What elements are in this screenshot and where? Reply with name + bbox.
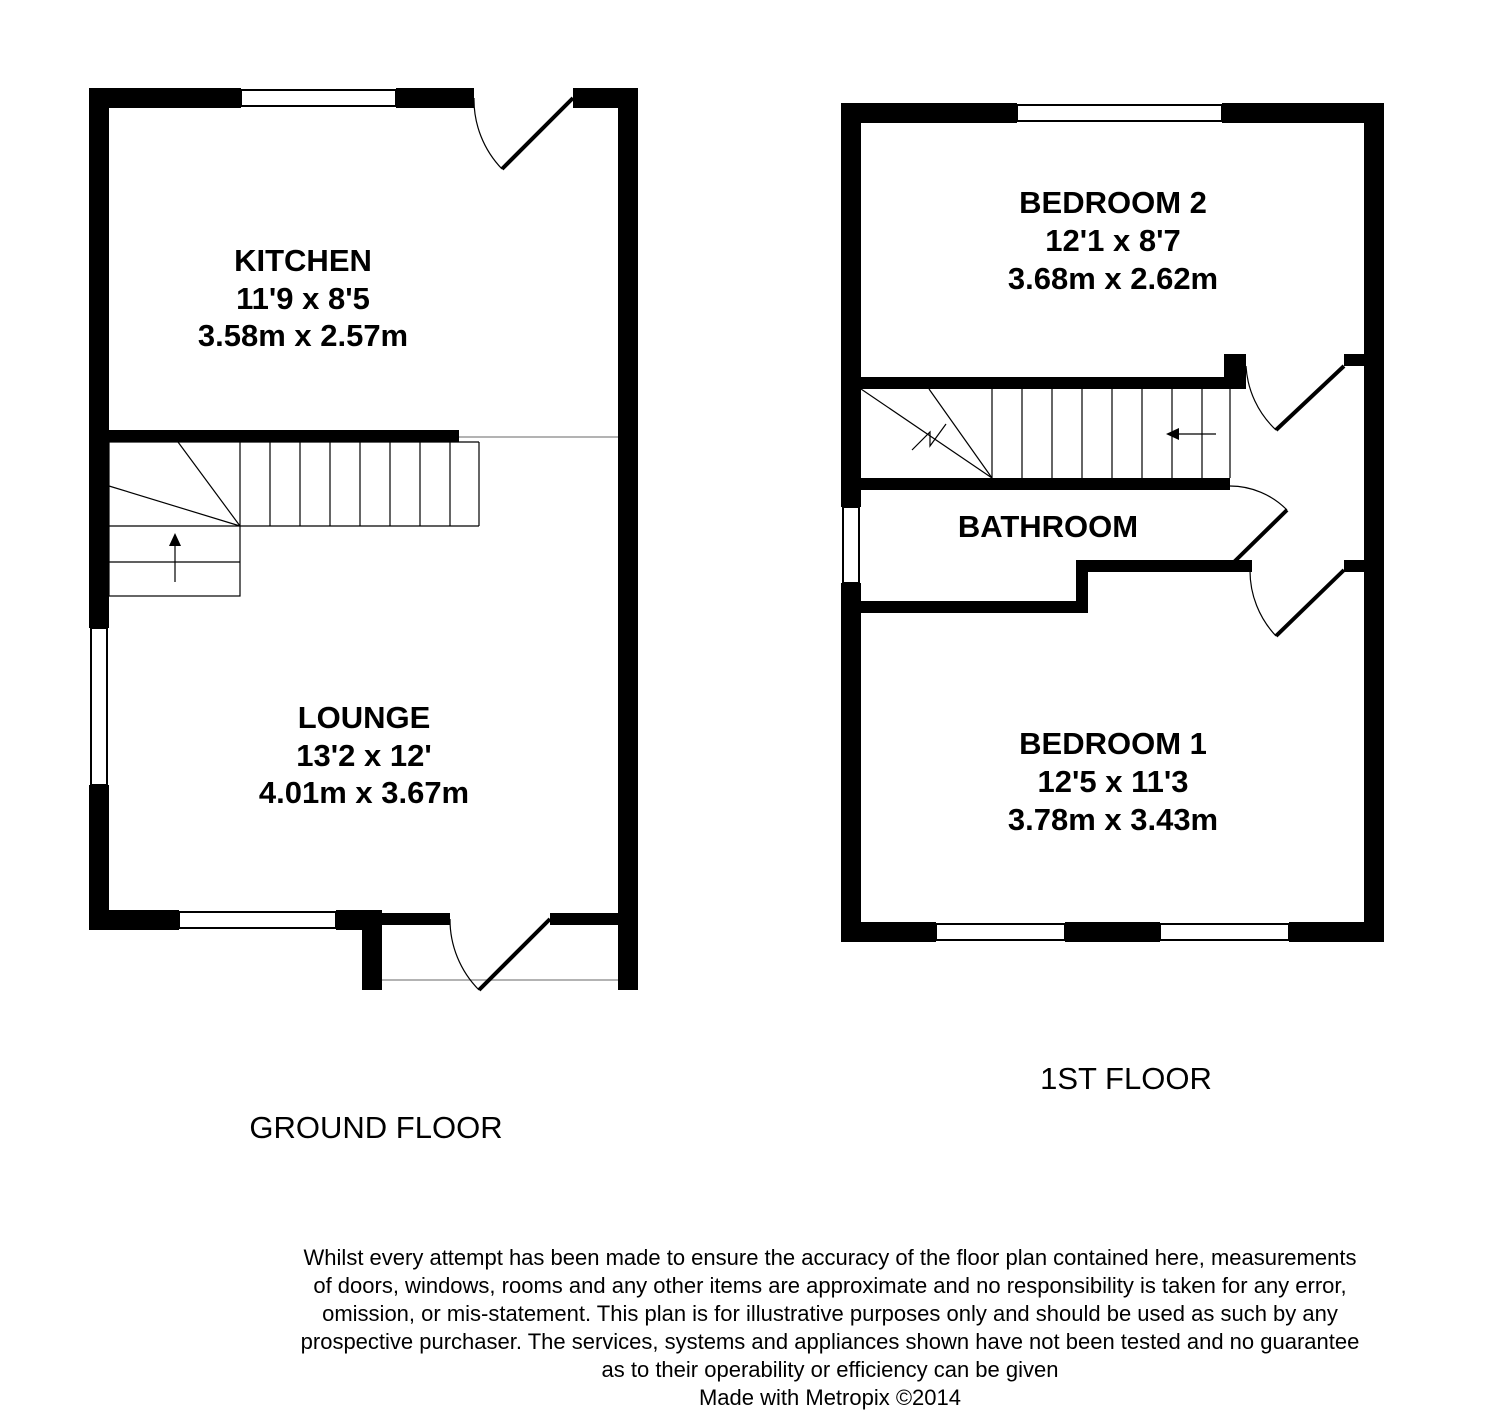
- disclaimer-line: Whilst every attempt has been made to ensure the accuracy of the floor plan contained here, measurements: [303, 1245, 1357, 1270]
- ground-floor-doors: [450, 98, 573, 990]
- ground-floor-label: GROUND FLOOR: [249, 1110, 503, 1145]
- kitchen-imperial: 11'9 x 8'5: [236, 281, 370, 316]
- bathroom-door-leaf: [1234, 510, 1287, 562]
- bedroom1-window-right: [1160, 924, 1289, 940]
- lounge-side-window: [91, 628, 107, 785]
- bedroom1-window-left: [936, 924, 1065, 940]
- disclaimer-line: of doors, windows, rooms and any other items are approximate and no responsibility is taken for any error,: [313, 1273, 1347, 1298]
- bedroom1-door-leaf: [1276, 570, 1344, 636]
- bedroom1-door-swing: [1250, 570, 1276, 636]
- ground-floor-stairs: [109, 442, 479, 596]
- stairs-break-line: [912, 424, 946, 450]
- bedroom1-imperial: 12'5 x 11'3: [1037, 764, 1189, 799]
- lounge-front-window: [179, 912, 336, 928]
- ground-floor-walls: [89, 88, 638, 990]
- bedroom2-door-leaf: [1276, 366, 1344, 430]
- first-floor-doors: [1230, 366, 1344, 636]
- bedroom2-door-swing: [1246, 366, 1276, 430]
- bathroom-door-swing: [1230, 486, 1287, 510]
- bedroom2-metric: 3.68m x 2.62m: [1007, 261, 1219, 296]
- kitchen-door-swing: [474, 98, 502, 169]
- bathroom-window: [843, 507, 859, 583]
- kitchen-name: KITCHEN: [234, 243, 372, 278]
- first-floor-label: 1ST FLOOR: [1040, 1061, 1212, 1096]
- disclaimer-line: as to their operability or efficiency can be given: [601, 1357, 1059, 1382]
- kitchen-metric: 3.58m x 2.57m: [197, 318, 409, 353]
- bathroom-name: BATHROOM: [957, 509, 1139, 544]
- bedroom2-window: [1017, 105, 1222, 121]
- bedroom1-name: BEDROOM 1: [1019, 726, 1207, 761]
- kitchen-door-leaf: [502, 98, 573, 169]
- bedroom2-imperial: 12'1 x 8'7: [1045, 223, 1181, 258]
- ground-floor-plan: [89, 88, 638, 1145]
- disclaimer-line: omission, or mis-statement. This plan is for illustrative purposes only and should be used as such by any: [322, 1301, 1338, 1326]
- kitchen-window: [241, 90, 396, 106]
- lounge-metric: 4.01m x 3.67m: [258, 775, 470, 810]
- bedroom2-name: BEDROOM 2: [1019, 185, 1207, 220]
- first-floor-stairs: [861, 389, 1230, 478]
- disclaimer-line: prospective purchaser. The services, systems and appliances shown have not been tested and no guarantee: [300, 1329, 1360, 1354]
- first-floor-plan: [841, 103, 1384, 1096]
- credit-text: Made with Metropix ©2014: [698, 1385, 961, 1410]
- disclaimer-text: [230, 1244, 1430, 1412]
- bedroom1-metric: 3.78m x 3.43m: [1007, 802, 1219, 837]
- lounge-name: LOUNGE: [297, 700, 431, 735]
- lounge-imperial: 13'2 x 12': [296, 738, 432, 773]
